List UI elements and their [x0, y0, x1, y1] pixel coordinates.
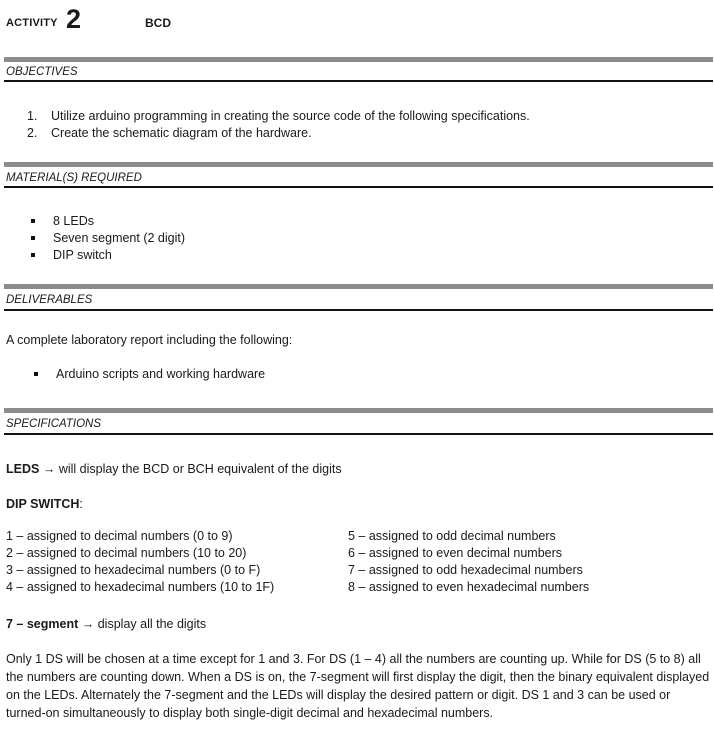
section-divider	[4, 186, 713, 188]
section-divider	[4, 309, 713, 311]
deliverables-intro: A complete laboratory report including the following:	[6, 333, 293, 347]
leds-text: will display the BCD or BCH equivalent of the digits	[58, 462, 342, 476]
section-divider	[4, 162, 713, 167]
list-item: Seven segment (2 digit)	[31, 230, 185, 247]
segment-spec	[6, 616, 206, 632]
activity-number: 2	[66, 4, 82, 34]
list-item: 2 – assigned to decimal numbers (10 to 20)	[6, 546, 247, 560]
section-divider	[4, 433, 713, 435]
section-divider	[4, 408, 713, 413]
list-item: Arduino scripts and working hardware	[34, 366, 265, 383]
list-item: 6 – assigned to even decimal numbers	[348, 546, 563, 560]
objective-text: Create the schematic diagram of the hardware.	[51, 126, 312, 140]
activity-title: BCD	[145, 16, 171, 30]
dip-switch-heading: DIP SWITCH:	[6, 497, 83, 511]
section-divider	[4, 57, 713, 62]
materials-heading: MATERIAL(S) REQUIRED	[6, 172, 142, 184]
dip-switch-list-right	[348, 528, 589, 596]
list-item: 7 – assigned to odd hexadecimal numbers	[348, 563, 583, 577]
list-item: 1. Utilize arduino programming in creating the source code of the following specifications.	[27, 109, 530, 123]
list-item: DIP switch	[31, 247, 185, 264]
bullet-icon	[34, 372, 38, 376]
list-item: 5 – assigned to odd decimal numbers	[348, 529, 556, 543]
activity-label: ACTIVITY	[6, 17, 58, 29]
objective-text: Utilize arduino programming in creating the source code of the following specifications.	[51, 109, 530, 123]
section-divider	[4, 80, 713, 82]
objectives-heading: OBJECTIVES	[6, 66, 78, 78]
segment-label: 7 – segment	[6, 617, 79, 631]
leds-label: LEDS	[6, 462, 40, 476]
list-item: 2. Create the schematic diagram of the hardware.	[27, 126, 312, 140]
list-item: 8 LEDs	[31, 213, 185, 230]
section-divider	[4, 284, 713, 289]
bullet-icon	[31, 253, 35, 257]
arrow-icon: →	[42, 462, 56, 476]
specifications-heading: SPECIFICATIONS	[6, 418, 101, 430]
deliverables-heading: DELIVERABLES	[6, 294, 93, 306]
deliverables-list	[34, 366, 265, 383]
objectives-list	[27, 108, 530, 142]
bullet-icon	[31, 236, 35, 240]
list-item: 3 – assigned to hexadecimal numbers (0 to F)	[6, 563, 261, 577]
bullet-icon	[31, 219, 35, 223]
arrow-icon: →	[81, 617, 95, 631]
list-item: 8 – assigned to even hexadecimal numbers	[348, 580, 590, 594]
specifications-paragraph: Only 1 DS will be chosen at a time except for 1 and 3. For DS (1 – 4) all the numbers are counting up. While for DS (5 to 8) all the numbers are counting down. When a DS is on, the 7-segment will first display the digit, then the binary equivalent displayed on the LEDs. Alternately the 7-segment and the LEDs will display the desired pattern or digit. DS 1 and 3 can be used or turned-on simultaneously to display both single-digit decimal and hexadecimal numbers.	[6, 652, 710, 720]
list-item: 4 – assigned to hexadecimal numbers (10 to 1F)	[6, 580, 275, 594]
list-item: 1 – assigned to decimal numbers (0 to 9)	[6, 529, 233, 543]
leds-spec	[6, 461, 342, 477]
materials-list	[31, 213, 185, 264]
segment-text: display all the digits	[97, 617, 207, 631]
dip-switch-list-left	[6, 528, 274, 596]
